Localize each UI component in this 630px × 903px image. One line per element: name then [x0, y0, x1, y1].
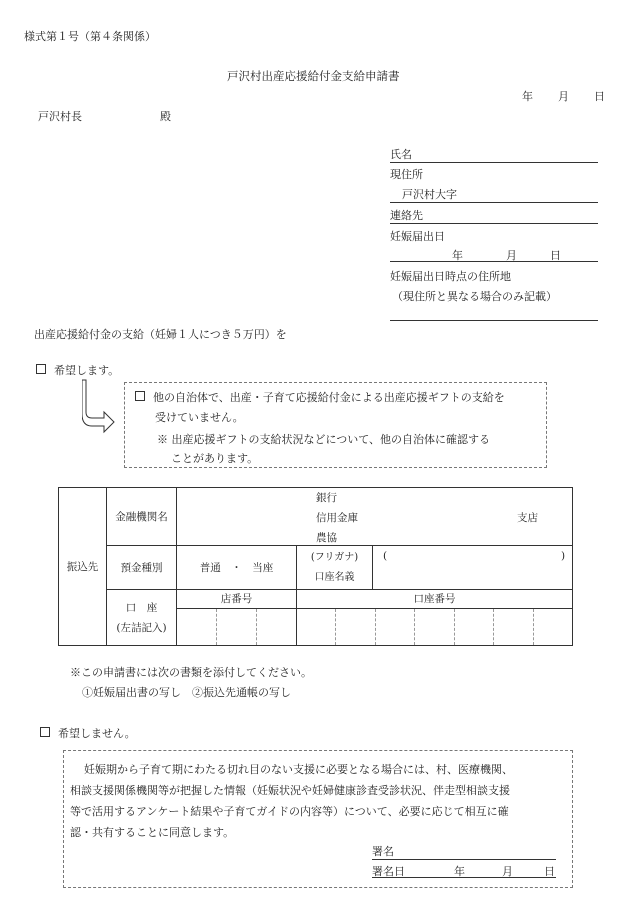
bank-type-agri: 農協	[316, 532, 337, 544]
holder-paren-open: (	[383, 550, 388, 562]
consent-box	[63, 750, 573, 888]
date-month[interactable]: 月	[558, 90, 569, 103]
date-year[interactable]: 年	[522, 90, 533, 103]
furigana-label: (フリガナ)	[310, 551, 359, 563]
option-yes[interactable]	[36, 362, 119, 378]
declaration-line1[interactable]: 他の自治体で、出産・子育て応援給付金による出産応援ギフトの支給を	[135, 389, 505, 405]
pregnancy-address-field[interactable]	[390, 306, 598, 321]
pregnancy-date-label: 妊娠届出日	[390, 230, 445, 243]
bank-type-bank: 銀行	[316, 492, 337, 504]
institution-field[interactable]	[177, 488, 573, 546]
contact-label: 連絡先	[390, 209, 423, 222]
account-sub-label: (左詰記入)	[116, 621, 167, 634]
holder-field[interactable]	[373, 546, 573, 590]
pregnancy-date-year: 年	[452, 249, 463, 262]
signature-field[interactable]	[372, 843, 556, 860]
option-no-checkbox[interactable]	[40, 727, 50, 737]
name-field[interactable]	[390, 146, 598, 163]
contact-field[interactable]	[390, 207, 598, 224]
address-value: 戸沢村大字	[402, 188, 457, 201]
signature-date-day: 日	[544, 865, 555, 878]
date-day[interactable]: 日	[594, 90, 605, 103]
consent-line2: 相談支援関係機関等が把握した情報（妊娠状況や妊婦健康診査受診状況、伴走型相談支援	[70, 784, 510, 797]
signature-date-field[interactable]	[372, 863, 556, 878]
consent-line4: 認・共有することに同意します。	[70, 826, 235, 839]
signature-label: 署名	[372, 845, 394, 858]
branch-label: 支店	[517, 512, 538, 524]
attachment-items: ①妊娠届出書の写し ②振込先通帳の写し	[82, 686, 291, 699]
pregnancy-date-day: 日	[550, 249, 561, 262]
addressee-suffix: 殿	[160, 110, 171, 123]
account-label: 口 座	[125, 601, 158, 614]
option-no-label: 希望しません。	[58, 727, 136, 740]
addressee-name: 戸沢村長	[38, 110, 82, 123]
bank-transfer-table	[58, 487, 573, 646]
holder-label-cell	[297, 546, 373, 590]
name-label: 氏名	[390, 148, 412, 161]
option-no[interactable]	[40, 725, 136, 741]
signature-date-year: 年	[454, 865, 465, 878]
transfer-section-label: 振込先	[59, 488, 107, 646]
consent-line1: 妊娠期から子育て期にわたる切れ目のない支援に必要となる場合には、村、医療機関、	[84, 763, 513, 776]
declaration-note-line2: ことがあります。	[171, 452, 259, 465]
holder-paren-close: )	[561, 550, 566, 562]
address-field[interactable]	[390, 186, 598, 203]
attachment-note: ※この申請書には次の書類を添付してください。	[70, 666, 312, 679]
arrow-down-right-icon	[82, 378, 118, 434]
declaration-box	[124, 382, 547, 468]
account-type-label: 預金種別	[107, 546, 177, 590]
account-type-options[interactable]: 普通 ・ 当座	[177, 546, 297, 590]
option-yes-checkbox[interactable]	[36, 364, 46, 374]
consent-line3: 等で活用するアンケート結果や子育てガイドの内容等）について、必要に応じて相互に確	[70, 805, 509, 818]
intro-text: 出産応援給付金の支給（妊婦１人につき５万円）を	[34, 328, 287, 341]
address-label: 現住所	[390, 168, 423, 181]
pregnancy-address-note: （現住所と異なる場合のみ記載）	[392, 290, 557, 303]
form-number: 様式第１号（第４条関係）	[24, 30, 156, 43]
declaration-note-line1: ※ 出産応援ギフトの支給状況などについて、他の自治体に確認する	[157, 433, 491, 446]
pregnancy-date-month: 月	[506, 249, 517, 262]
bank-type-credit: 信用金庫	[316, 512, 358, 524]
branch-number-cell	[177, 590, 297, 646]
account-label-cell	[107, 590, 177, 646]
page-title: 戸沢村出産応援給付金支給申請書	[227, 69, 400, 83]
option-yes-label: 希望します。	[54, 364, 120, 377]
account-number-digits[interactable]	[297, 609, 572, 645]
signature-date-label: 署名日	[372, 865, 405, 878]
holder-label: 口座名義	[314, 571, 355, 583]
account-number-cell	[297, 590, 573, 646]
institution-label: 金融機関名	[107, 488, 177, 546]
branch-number-digits[interactable]	[177, 609, 296, 645]
account-number-label: 口座番号	[297, 590, 572, 609]
pregnancy-date-field[interactable]	[390, 247, 598, 262]
declaration-checkbox[interactable]	[135, 391, 145, 401]
branch-number-label: 店番号	[177, 590, 296, 609]
signature-date-month: 月	[502, 865, 513, 878]
declaration-line2: 受けていません。	[155, 411, 244, 424]
pregnancy-address-label: 妊娠届出日時点の住所地	[390, 270, 511, 283]
